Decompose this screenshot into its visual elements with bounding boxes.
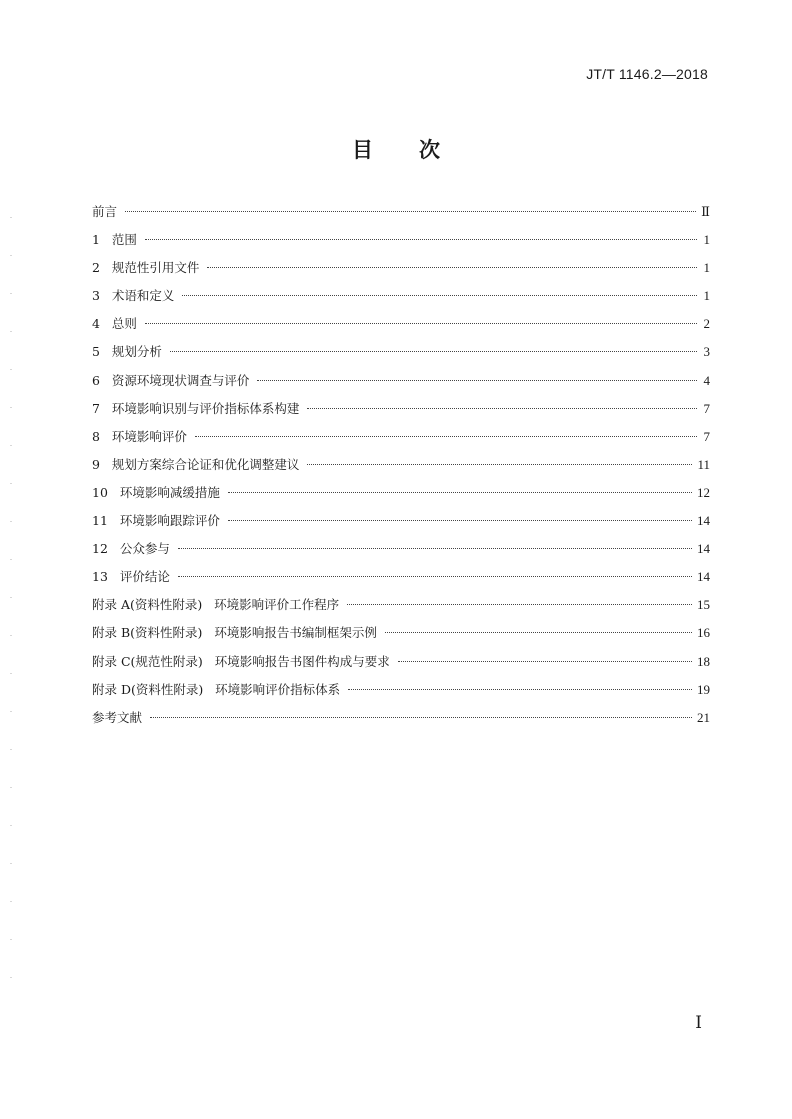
toc-entry-page: 18 [697, 653, 710, 669]
toc-entry-label: 5 规划分析 [92, 344, 162, 360]
toc-entry-page: 1 [703, 288, 710, 304]
toc-entry-2[interactable] [92, 254, 710, 282]
dot-leader [195, 436, 697, 437]
toc-entry-label: 参考文献 [92, 709, 143, 725]
toc-entry-page: 7 [703, 400, 710, 416]
toc-entry-page: 14 [697, 513, 710, 529]
toc-entry-page: 3 [703, 344, 710, 360]
toc-entry-label: 附录 D(资料性附录) 环境影响评价指标体系 [92, 681, 341, 697]
toc-entry-label: 4 总则 [92, 316, 137, 332]
toc-entry-6[interactable] [92, 367, 710, 395]
dot-leader [170, 351, 697, 352]
toc-entry-appendix-a[interactable] [92, 591, 710, 619]
toc-entry-label: 1 范围 [92, 232, 137, 248]
page-title-part-2: 次 [419, 138, 440, 162]
dot-leader [182, 295, 697, 296]
dot-leader [145, 239, 697, 240]
toc-entry-4[interactable] [92, 310, 710, 338]
dot-leader [178, 548, 692, 549]
toc-entry-label: 7 环境影响识别与评价指标体系构建 [92, 400, 300, 416]
toc-entry-label: 附录 C(规范性附录) 环境影响报告书图件构成与要求 [92, 653, 390, 669]
dot-leader [228, 492, 692, 493]
toc-entry-page: 1 [703, 260, 710, 276]
dot-leader [385, 632, 692, 633]
scan-margin-specks [10, 180, 12, 1000]
toc-entry-foreword[interactable] [92, 198, 710, 226]
dot-leader [145, 323, 697, 324]
toc-entry-page: 16 [697, 625, 710, 641]
toc-entry-appendix-b[interactable] [92, 619, 710, 647]
toc-entry-page: 14 [697, 569, 710, 585]
dot-leader [398, 661, 692, 662]
dot-leader [228, 520, 692, 521]
toc-entry-page: 14 [697, 541, 710, 557]
dot-leader [307, 464, 692, 465]
toc-entry-page: 4 [703, 372, 710, 388]
page-title-part-1: 目 [352, 138, 373, 162]
toc-entry-label: 3 术语和定义 [92, 288, 175, 304]
toc-entry-page: 15 [697, 597, 710, 613]
toc-entry-page: 2 [703, 316, 710, 332]
toc-entry-13[interactable] [92, 563, 710, 591]
dot-leader [347, 604, 692, 605]
toc-entry-8[interactable] [92, 423, 710, 451]
toc-entry-label: 8 环境影响评价 [92, 428, 187, 444]
toc-entry-10[interactable] [92, 479, 710, 507]
toc-entry-label: 13 评价结论 [92, 569, 170, 585]
toc-entry-5[interactable] [92, 338, 710, 366]
toc-entry-page: Ⅱ [701, 204, 710, 219]
toc-entry-label: 附录 A(资料性附录) 环境影响评价工作程序 [92, 597, 340, 613]
toc-entry-label: 12 公众参与 [92, 541, 170, 557]
dot-leader [125, 211, 696, 212]
toc-entry-page: 19 [697, 681, 710, 697]
table-of-contents [92, 198, 710, 732]
dot-leader [178, 576, 692, 577]
dot-leader [348, 689, 692, 690]
toc-entry-11[interactable] [92, 507, 710, 535]
toc-entry-label: 9 规划方案综合论证和优化调整建议 [92, 456, 300, 472]
toc-entry-appendix-d[interactable] [92, 676, 710, 704]
toc-entry-page: 12 [697, 484, 710, 500]
toc-entry-appendix-c[interactable] [92, 648, 710, 676]
toc-entry-page: 1 [703, 232, 710, 248]
toc-entry-label: 6 资源环境现状调查与评价 [92, 372, 250, 388]
dot-leader [307, 408, 697, 409]
dot-leader [207, 267, 697, 268]
toc-entry-label: 前言 [92, 204, 118, 219]
dot-leader [150, 717, 692, 718]
toc-entry-page: 7 [703, 428, 710, 444]
document-code: JT/T 1146.2—2018 [586, 66, 708, 82]
page-title [0, 134, 792, 164]
toc-entry-label: 2 规范性引用文件 [92, 260, 200, 276]
toc-entry-label: 11 环境影响跟踪评价 [92, 513, 220, 529]
toc-entry-1[interactable] [92, 226, 710, 254]
toc-entry-7[interactable] [92, 395, 710, 423]
toc-entry-3[interactable] [92, 282, 710, 310]
toc-entry-page: 11 [697, 456, 710, 472]
page-number: Ⅰ [695, 1013, 702, 1032]
toc-entry-references[interactable] [92, 704, 710, 732]
toc-entry-12[interactable] [92, 535, 710, 563]
toc-entry-label: 附录 B(资料性附录) 环境影响报告书编制框架示例 [92, 625, 377, 641]
toc-entry-page: 21 [697, 709, 710, 725]
toc-entry-9[interactable] [92, 451, 710, 479]
dot-leader [257, 380, 697, 381]
toc-entry-label: 10 环境影响减缓措施 [92, 484, 220, 500]
